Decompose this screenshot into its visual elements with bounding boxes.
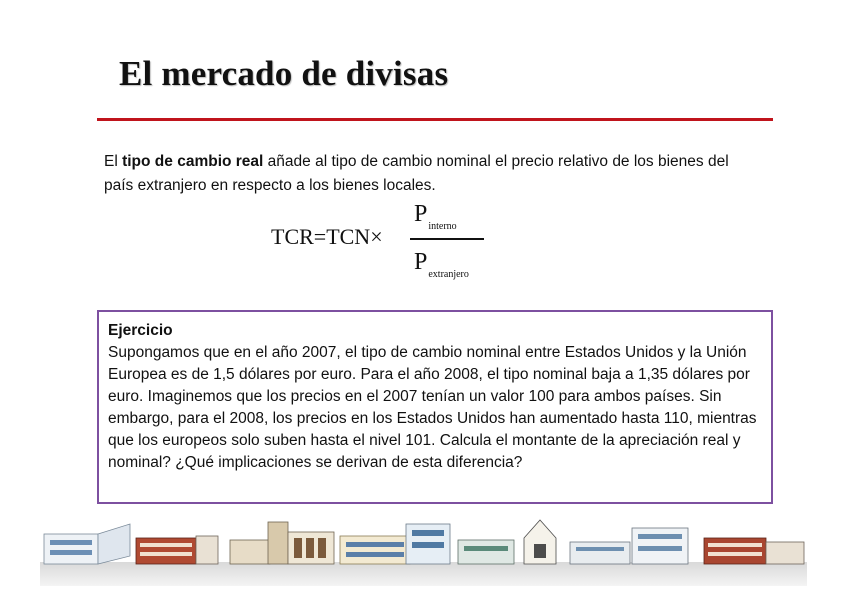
intro-paragraph <box>104 150 744 198</box>
exercise-box <box>97 310 773 504</box>
exercise-heading: Ejercicio <box>108 322 173 339</box>
numerator-symbol: P <box>414 201 428 227</box>
slide-title: El mercado de divisas <box>119 54 449 93</box>
intro-rest: añade al tipo de cambio nominal el precio relativo de los bienes del país extranjero en respecto a los bienes locales. <box>104 153 729 194</box>
title-divider <box>97 118 773 121</box>
numerator-subscript: interno <box>428 221 457 232</box>
buildings-skyline-illustration <box>40 516 807 586</box>
tcr-formula <box>268 201 518 287</box>
intro-prefix: El <box>104 153 123 170</box>
formula-lhs: TCR=TCN× <box>271 224 383 249</box>
fraction-bar <box>410 238 484 240</box>
intro-bold-term: tipo de cambio real <box>122 153 264 170</box>
denominator-symbol: P <box>414 249 428 275</box>
exercise-body: Supongamos que en el año 2007, el tipo de cambio nominal entre Estados Unidos y la Unión Europea es de 1,5 dólares por euro. Para el año 2008, el tipo nominal baja a 1,35 dólares por euro. Imaginemos que los precios en el 2007 tenían un valor 100 para ambos países. Sin embargo, para el 2008, los precios en los Estados Unidos han aumentado hasta 110, mientras que los europeos solo suben hasta el nivel 101. Calcula el montante de la apreciación real y nominal? ¿Qué implicaciones se derivan de esta diferencia? <box>108 344 757 471</box>
formula-numerator <box>414 201 457 232</box>
formula-denominator <box>414 249 469 280</box>
denominator-subscript: extranjero <box>428 269 469 280</box>
